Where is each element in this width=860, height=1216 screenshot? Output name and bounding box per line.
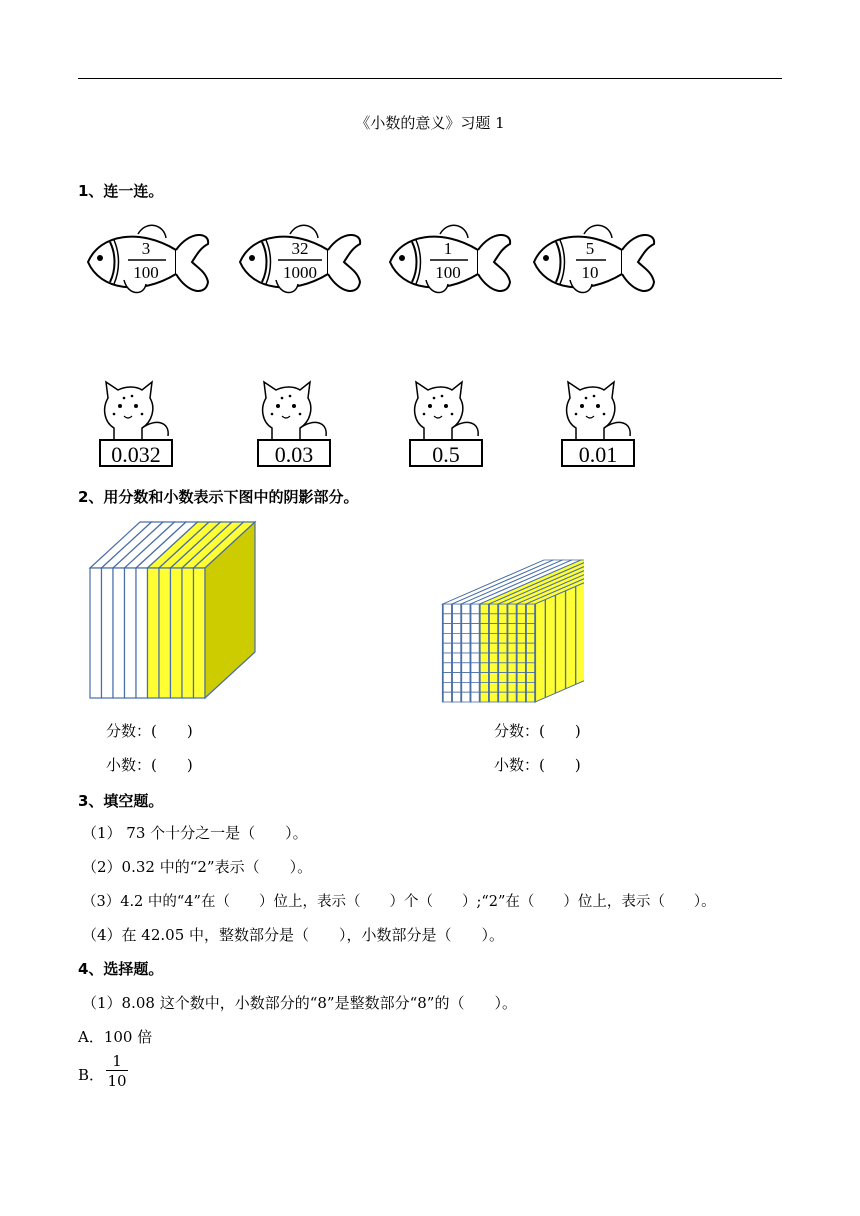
grid-cell [480, 633, 489, 643]
grid-cell [480, 663, 489, 673]
grid-cell [517, 614, 526, 624]
grid-cell [489, 643, 498, 653]
fish-denominator: 100 [435, 263, 461, 282]
grid-cell [517, 624, 526, 634]
grid-cell [443, 614, 452, 624]
grid-cell [443, 653, 452, 663]
grid-cell [526, 633, 535, 643]
grid-cell [526, 692, 535, 702]
grid-cell [471, 682, 480, 692]
grid-cell [461, 633, 470, 643]
grid-cell [480, 673, 489, 683]
fish-numerator: 3 [141, 239, 151, 258]
grid-cell [526, 624, 535, 634]
grid-cell [489, 673, 498, 683]
grid-cell [526, 673, 535, 683]
cat-decimal: 0.03 [274, 442, 314, 467]
slab-front [148, 568, 160, 698]
grid-cell [526, 682, 535, 692]
fish-card[interactable] [526, 220, 666, 304]
grid-cell [489, 624, 498, 634]
grid-cell [480, 692, 489, 702]
grid-cell [471, 633, 480, 643]
right-decimal-label: 小数：( ) [494, 756, 581, 774]
grid-cell [526, 663, 535, 673]
slab-front [90, 568, 102, 698]
section-2-heading: 2、用分数和小数表示下图中的阴影部分。 [78, 488, 359, 506]
grid-cell [461, 653, 470, 663]
fish-numerator: 32 [291, 239, 309, 258]
grid-cell [452, 682, 461, 692]
tenths-cube [86, 518, 258, 702]
grid-cell [507, 614, 516, 624]
grid-cell [489, 682, 498, 692]
cat-decimal: 0.032 [111, 442, 161, 467]
grid-cell [507, 653, 516, 663]
grid-cell [507, 663, 516, 673]
option-b-label[interactable]: B． [78, 1066, 105, 1084]
slab-front [125, 568, 137, 698]
grid-cell [489, 692, 498, 702]
grid-cell [443, 633, 452, 643]
grid-cell [461, 682, 470, 692]
fill-blank-3: （3）4.2 中的“4”在（ ）位上，表示（ ）个（ ）;“2”在（ ）位上，表示（ ）。 [82, 894, 716, 910]
grid-cell [461, 624, 470, 634]
fish-card[interactable] [232, 220, 372, 304]
grid-cell [471, 643, 480, 653]
grid-cell [507, 692, 516, 702]
grid-cell [480, 624, 489, 634]
grid-cell [471, 614, 480, 624]
grid-cell [507, 643, 516, 653]
slab-front [182, 568, 194, 698]
grid-cell [452, 614, 461, 624]
slab-front [136, 568, 148, 698]
fill-blank-2: （2）0.32 中的“2”表示（ ）。 [82, 858, 313, 876]
grid-cell [498, 673, 507, 683]
grid-cell [517, 663, 526, 673]
grid-cell [507, 682, 516, 692]
fish-numerator: 5 [585, 239, 595, 258]
grid-cell [489, 653, 498, 663]
fill-blank-1: （1） 73 个十分之一是（ ）。 [82, 824, 308, 842]
grid-cell [507, 673, 516, 683]
grid-cell [471, 663, 480, 673]
grid-cell [517, 604, 526, 614]
grid-cell [517, 692, 526, 702]
grid-cell [443, 682, 452, 692]
grid-cell [443, 643, 452, 653]
slab-front [113, 568, 125, 698]
section-3-heading: 3、填空题。 [78, 792, 164, 810]
slab-front [171, 568, 183, 698]
option-b-fraction[interactable] [106, 1052, 128, 1091]
grid-cell [471, 624, 480, 634]
fish-denominator: 100 [133, 263, 159, 282]
grid-cell [480, 614, 489, 624]
grid-cell [443, 673, 452, 683]
grid-cell [517, 633, 526, 643]
slab-front [194, 568, 206, 698]
grid-cell [498, 643, 507, 653]
grid-cell [452, 663, 461, 673]
fish-denominator: 10 [581, 263, 599, 282]
slab-front [102, 568, 114, 698]
cat-decimal: 0.5 [432, 442, 460, 467]
grid-cell [443, 692, 452, 702]
grid-cell [461, 604, 470, 614]
grid-cell [498, 633, 507, 643]
left-fraction-label: 分数：( ) [106, 722, 193, 740]
grid-cell [517, 682, 526, 692]
top-rule [78, 78, 782, 79]
grid-cell [452, 604, 461, 614]
grid-cell [480, 682, 489, 692]
grid-cell [489, 633, 498, 643]
grid-cell [498, 653, 507, 663]
grid-cell [480, 653, 489, 663]
grid-cell [452, 633, 461, 643]
cat-card[interactable] [558, 378, 638, 470]
fish-card[interactable] [80, 220, 220, 304]
grid-cell [526, 643, 535, 653]
grid-cell [461, 673, 470, 683]
grid-cell [507, 604, 516, 614]
grid-cell [517, 653, 526, 663]
grid-cell [443, 624, 452, 634]
grid-cell [480, 604, 489, 614]
fish-numerator: 1 [443, 239, 453, 258]
cat-card[interactable] [406, 378, 486, 470]
grid-cell [452, 692, 461, 702]
grid-cell [498, 663, 507, 673]
grid-cell [489, 614, 498, 624]
slab-front [159, 568, 171, 698]
option-b-numerator: 1 [106, 1052, 128, 1071]
grid-cell [517, 643, 526, 653]
grid-cell [461, 643, 470, 653]
grid-cell [471, 653, 480, 663]
cat-card[interactable] [254, 378, 334, 470]
grid-cell [471, 604, 480, 614]
grid-cell [452, 653, 461, 663]
page-title: 《小数的意义》习题 1 [355, 114, 505, 132]
grid-cell [461, 614, 470, 624]
hundredths-cube [434, 556, 584, 708]
grid-cell [526, 604, 535, 614]
grid-cell [452, 643, 461, 653]
grid-cell [498, 682, 507, 692]
left-decimal-label: 小数：( ) [106, 756, 193, 774]
grid-cell [461, 663, 470, 673]
cat-card[interactable] [96, 378, 176, 470]
right-fraction-label: 分数：( ) [494, 722, 581, 740]
grid-cell [507, 633, 516, 643]
grid-cell [443, 604, 452, 614]
section-4-heading: 4、选择题。 [78, 960, 164, 978]
fish-denominator: 1000 [283, 263, 317, 282]
fill-blank-4: （4）在 42.05 中，整数部分是（ ），小数部分是（ ）。 [82, 926, 505, 944]
grid-cell [461, 692, 470, 702]
grid-cell [489, 663, 498, 673]
option-a[interactable]: A．100 倍 [78, 1028, 153, 1046]
section-1-heading: 1、连一连。 [78, 182, 164, 200]
grid-cell [498, 692, 507, 702]
grid-cell [498, 624, 507, 634]
grid-cell [443, 663, 452, 673]
grid-cell [526, 614, 535, 624]
grid-cell [471, 692, 480, 702]
grid-cell [480, 643, 489, 653]
grid-cell [452, 624, 461, 634]
choice-question-1: （1）8.08 这个数中，小数部分的“8”是整数部分“8”的（ ）。 [82, 994, 517, 1012]
grid-cell [489, 604, 498, 614]
grid-cell [471, 673, 480, 683]
grid-cell [526, 653, 535, 663]
option-b-denominator: 10 [107, 1072, 127, 1090]
grid-cell [507, 624, 516, 634]
grid-cell [498, 604, 507, 614]
cat-decimal: 0.01 [578, 442, 618, 467]
grid-cell [517, 673, 526, 683]
fish-card[interactable] [382, 220, 522, 304]
grid-cell [498, 614, 507, 624]
grid-cell [452, 673, 461, 683]
